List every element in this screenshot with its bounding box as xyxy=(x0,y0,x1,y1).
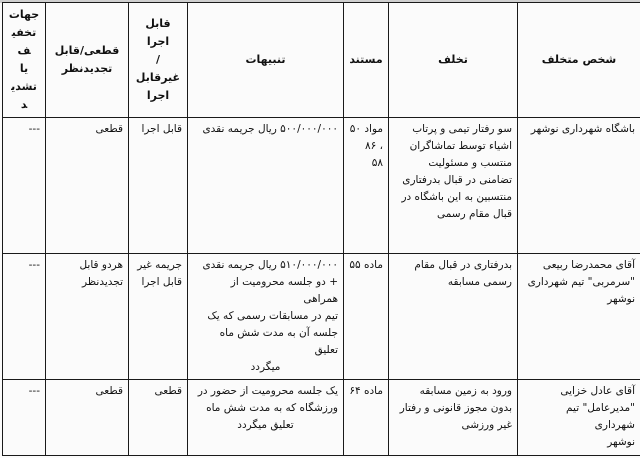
header-reduction xyxy=(3,3,46,118)
cell-reduction xyxy=(3,380,46,456)
cell-line: اشیاء توسط تماشاگران xyxy=(409,140,512,152)
cell-line: نوشهر xyxy=(607,293,635,305)
cell-violation xyxy=(389,118,518,254)
cell-line: بدون مجوز قانونی و رفتار xyxy=(399,402,512,414)
cell-line: قطعی xyxy=(154,385,182,397)
cell-line: رسمی مسابقه xyxy=(447,276,512,288)
cell-line: "سرمربی" تیم شهرداری xyxy=(527,276,635,288)
cell-penalty xyxy=(188,118,344,254)
cell-line: قابل اجرا xyxy=(141,123,182,135)
cell-final xyxy=(46,254,129,380)
cell-line: ورود به زمین مسابقه xyxy=(419,385,512,397)
cell-line: ماده ۵۵ xyxy=(349,259,383,271)
cell-line: ، ۸۶ xyxy=(364,140,383,152)
header-executable-line: اجرا xyxy=(146,89,170,102)
cell-reduction xyxy=(3,254,46,380)
cell-executable xyxy=(129,118,188,254)
cell-basis xyxy=(344,254,389,380)
cell-line: غیر ورزشی xyxy=(461,419,512,431)
header-executable-line: قابل اجرا xyxy=(145,17,171,48)
cell-line: ورزشگاه که به مدت شش ماه xyxy=(206,402,338,414)
cell-line: آقای محمدرضا ربیعی xyxy=(542,259,635,271)
cell-reduction xyxy=(3,118,46,254)
header-reduction-line: یا xyxy=(19,62,29,75)
cell-line: + دو جلسه محرومیت از همراهی xyxy=(230,276,338,305)
header-violation: تخلف xyxy=(389,3,518,118)
cell-violation xyxy=(389,254,518,380)
header-final-line: قطعی/قابل xyxy=(54,44,120,57)
header-penalty: تنبیهات xyxy=(188,3,344,118)
cell-person xyxy=(518,118,640,254)
cell-line: یک جلسه محرومیت از حضور در xyxy=(197,385,338,397)
disciplinary-rulings-table xyxy=(2,2,640,456)
cell-executable xyxy=(129,380,188,456)
cell-line: سو رفتار تیمی و پرتاب xyxy=(412,123,512,135)
cell-basis xyxy=(344,380,389,456)
cell-line: "مدیرعامل" تیم شهرداری xyxy=(566,402,635,431)
cell-line: ۵۰۰/۰۰۰/۰۰۰ ریال جریمه نقدی xyxy=(202,123,338,135)
cell-penalty xyxy=(188,380,344,456)
cell-violation xyxy=(389,380,518,456)
cell-line: قبال مقام رسمی xyxy=(436,208,512,220)
cell-line: جریمه غیر xyxy=(137,259,182,271)
cell-line: تعلیق میگردد xyxy=(237,419,294,431)
table-row xyxy=(3,118,640,254)
header-basis: مستند xyxy=(344,3,389,118)
cell-line: --- xyxy=(28,259,40,271)
header-final xyxy=(46,3,129,118)
cell-line: تیم در مسابقات رسمی که یک xyxy=(207,310,338,322)
cell-line: قطعی xyxy=(95,385,123,397)
cell-line: تضامنی در قبال بدرفتاری xyxy=(402,174,512,186)
cell-line: --- xyxy=(28,385,40,397)
header-executable xyxy=(129,3,188,118)
table-row xyxy=(3,254,640,380)
table-row xyxy=(3,380,640,456)
cell-line: جلسه آن به مدت شش ماه تعلیق xyxy=(219,327,338,356)
header-reduction-line: تخفیف xyxy=(11,26,37,57)
cell-line: آقای عادل خزایی xyxy=(560,385,635,397)
cell-line: مواد ۵۰ xyxy=(349,123,383,135)
cell-line: نوشهر xyxy=(607,436,635,448)
table-header-row xyxy=(3,3,640,118)
header-person: شخص متخلف xyxy=(518,3,640,118)
header-reduction-line: جهات xyxy=(8,8,40,21)
cell-person xyxy=(518,254,640,380)
cell-line: --- xyxy=(28,123,40,135)
cell-line: منتسبین به این باشگاه در xyxy=(401,191,512,203)
cell-executable xyxy=(129,254,188,380)
cell-final xyxy=(46,118,129,254)
cell-line: باشگاه شهرداری نوشهر xyxy=(530,123,635,135)
header-executable-line: /غیرقابل xyxy=(135,53,181,84)
cell-line: میگردد xyxy=(250,361,281,373)
cell-line: ماده ۶۴ xyxy=(349,385,383,397)
cell-person xyxy=(518,380,640,456)
cell-line: قطعی xyxy=(95,123,123,135)
header-final-line: تجدیدنظر xyxy=(61,62,113,75)
cell-line: ۵۸ xyxy=(371,157,383,169)
cell-line: هردو قابل xyxy=(79,259,123,271)
cell-line: قابل اجرا xyxy=(141,276,182,288)
cell-penalty xyxy=(188,254,344,380)
cell-line: منتسب و مسئولیت xyxy=(428,157,512,169)
cell-final xyxy=(46,380,129,456)
cell-line: تجدیدنظر xyxy=(82,276,123,288)
header-reduction-line: تشدید xyxy=(11,80,37,111)
cell-line: بدرفتاری در قبال مقام xyxy=(414,259,512,271)
cell-line: ۵۱۰/۰۰۰/۰۰۰ ریال جریمه نقدی xyxy=(202,259,338,271)
cell-basis xyxy=(344,118,389,254)
